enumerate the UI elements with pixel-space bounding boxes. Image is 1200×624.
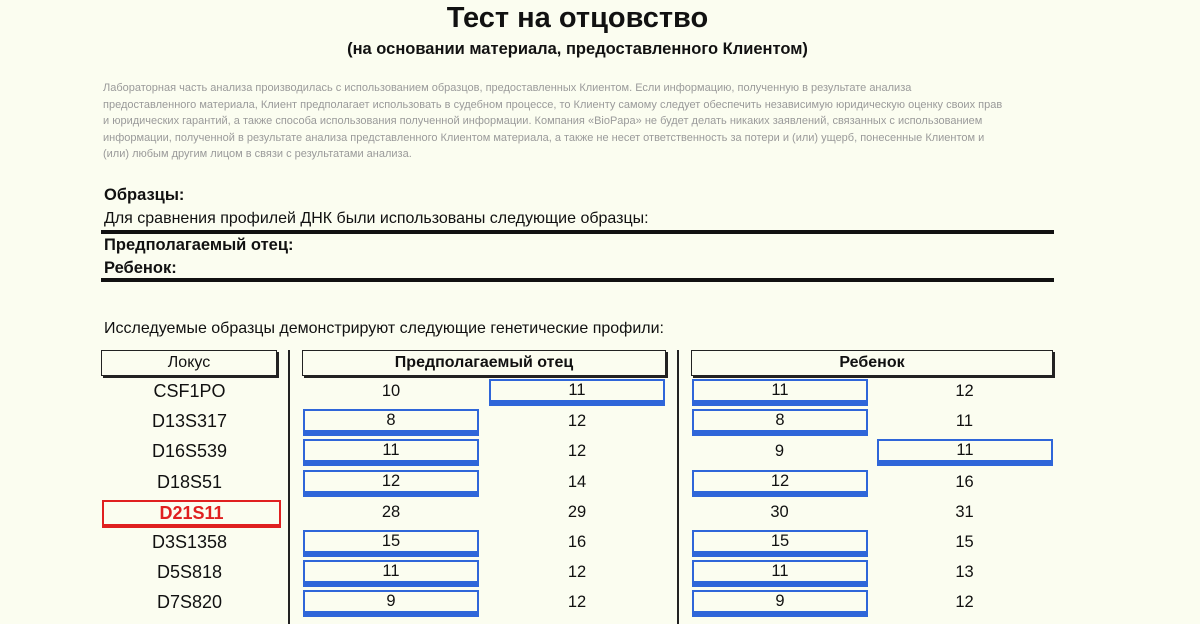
child-allele-cell: 9 <box>774 442 785 461</box>
page-title: Тест на отцовство <box>446 2 709 34</box>
page-subtitle: (на основании материала, предоставленного Клиентом) <box>347 40 808 58</box>
column-header-locus: Локус <box>101 350 277 376</box>
child-allele-cell: 12 <box>692 470 868 497</box>
child-allele-cell: 12 <box>955 382 974 400</box>
father-allele-cell: 15 <box>303 530 479 557</box>
locus-cell: CSF1PO <box>153 381 226 401</box>
profiles-intro: Исследуемые образцы демонстрируют следующие генетические профили: <box>104 320 664 337</box>
child-allele-cell: 9 <box>692 590 868 617</box>
child-allele-cell: 15 <box>955 533 974 551</box>
child-allele-cell: 16 <box>955 472 974 491</box>
table-row <box>0 589 1200 619</box>
disclaimer-line: предоставленного материала, Клиент предполагает использовать в судебном процессе, то Клиенту самому следует обеспечить независимую юридическую оценку своих прав <box>103 98 1003 111</box>
table-row <box>0 469 1200 499</box>
child-allele-cell: 12 <box>955 593 974 612</box>
child-allele-cell: 11 <box>877 439 1053 466</box>
disclaimer-line: Лабораторная часть анализа производилась с использованием образцов, предоставленных Клиентом. Если информацию, полученную в результате анализа <box>103 82 912 94</box>
father-allele-cell: 29 <box>567 502 587 521</box>
father-allele-cell: 12 <box>567 412 587 431</box>
locus-cell: D3S1358 <box>151 532 228 552</box>
child-allele-cell: 30 <box>770 502 789 521</box>
locus-cell: D13S317 <box>151 411 228 432</box>
child-allele-cell: 11 <box>692 560 868 587</box>
child-allele-cell: 11 <box>692 379 868 406</box>
father-allele-cell: 9 <box>303 590 479 617</box>
disclaimer-line: и юридических гарантий, а также способа использования полученной информации. Компания «BioPapa» не будет делать никаких заявлений, связанных с использованием <box>103 115 983 127</box>
column-header-father: Предполагаемый отец <box>302 350 666 376</box>
father-sample-label: Предполагаемый отец: <box>104 236 294 254</box>
father-allele-cell: 11 <box>489 379 665 406</box>
table-row <box>0 438 1200 468</box>
samples-note: Для сравнения профилей ДНК были использованы следующие образцы: <box>104 210 649 227</box>
locus-cell: D16S539 <box>151 441 228 462</box>
father-allele-cell: 12 <box>567 563 587 582</box>
disclaimer-line: информации, полученной в результате анализа представленного Клиентом материала, а также не несет ответственность за потери и (или) ущерб, понесенные Клиентом и <box>103 131 985 144</box>
locus-cell: D21S11 <box>102 500 281 528</box>
father-allele-cell: 12 <box>567 442 587 461</box>
locus-cell: D7S820 <box>156 592 223 613</box>
table-row <box>0 378 1200 408</box>
child-sample-label: Ребенок: <box>104 259 177 277</box>
column-header-child: Ребенок <box>691 350 1053 376</box>
disclaimer <box>103 80 1043 163</box>
child-allele-cell: 11 <box>955 412 974 431</box>
child-allele-cell: 13 <box>955 563 974 582</box>
father-allele-cell: 28 <box>381 502 401 521</box>
father-allele-cell: 11 <box>303 560 479 587</box>
father-allele-cell: 10 <box>381 382 401 400</box>
father-allele-cell: 8 <box>303 409 479 436</box>
father-allele-cell: 12 <box>567 593 587 612</box>
table-row <box>0 499 1200 529</box>
father-allele-cell: 16 <box>567 533 587 551</box>
table-row <box>0 559 1200 589</box>
divider <box>101 230 1054 234</box>
child-allele-cell: 15 <box>692 530 868 557</box>
table-row <box>0 408 1200 438</box>
father-allele-cell: 11 <box>303 439 479 466</box>
table-row <box>0 529 1200 559</box>
samples-heading: Образцы: <box>104 186 185 204</box>
child-allele-cell: 31 <box>955 502 974 521</box>
locus-cell: D5S818 <box>156 562 223 583</box>
divider <box>101 278 1054 282</box>
child-allele-cell: 8 <box>692 409 868 436</box>
disclaimer-line: (или) любым другим лицом в связи с результатами анализа. <box>103 148 412 160</box>
locus-cell: D18S51 <box>156 471 223 492</box>
father-allele-cell: 12 <box>303 470 479 497</box>
father-allele-cell: 14 <box>567 472 587 491</box>
